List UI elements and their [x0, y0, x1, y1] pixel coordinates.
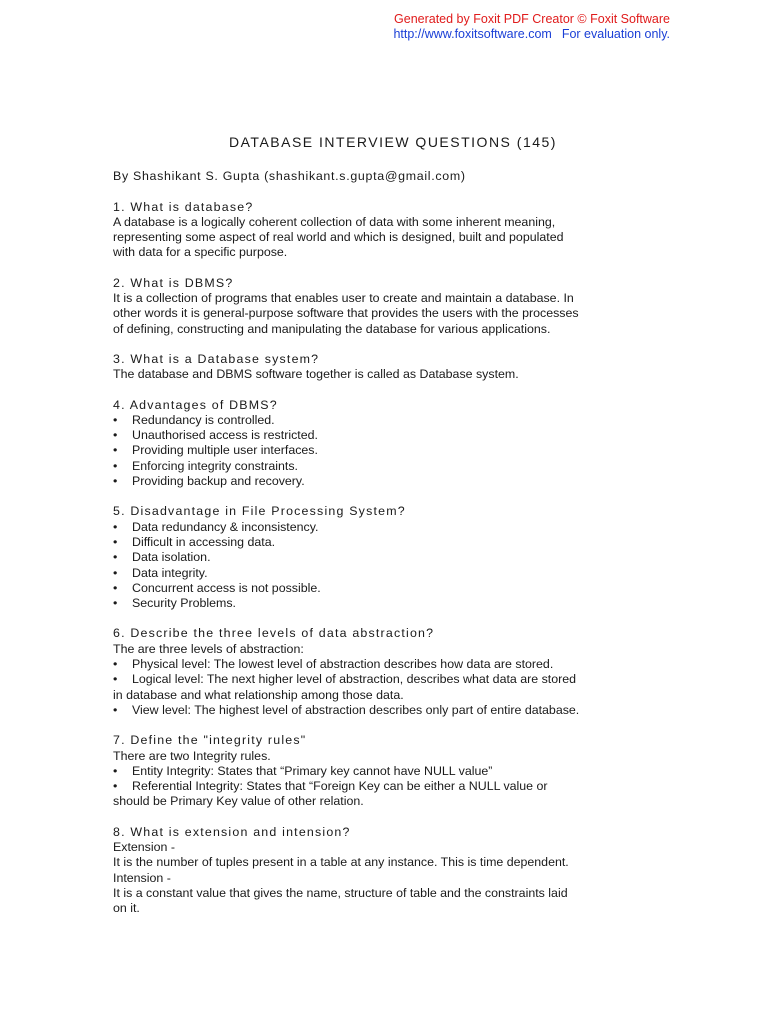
- answer-line: should be Primary Key value of other relation.: [113, 794, 364, 809]
- question-heading: 7. Define the "integrity rules": [113, 733, 307, 748]
- answer-line: It is a constant value that gives the name, structure of table and the constraints laid: [113, 885, 568, 900]
- answer-line: A database is a logically coherent collection of data with some inherent meaning,: [113, 214, 556, 229]
- watermark-text: Generated by Foxit PDF Creator © Foxit Software: [394, 12, 670, 26]
- bullet-item: • Data redundancy & inconsistency.: [113, 520, 673, 535]
- watermark-evaluation-note: For evaluation only.: [561, 27, 670, 41]
- document-title: DATABASE INTERVIEW QUESTIONS (145): [229, 134, 557, 150]
- question-list: [113, 200, 673, 612]
- question-section-1: [113, 200, 673, 261]
- bullet-item: • Providing multiple user interfaces.: [113, 443, 673, 458]
- question-heading: 8. What is extension and intension?: [113, 824, 351, 839]
- answer-line: It is the number of tuples present in a table at any instance. This is time dependent.: [113, 855, 569, 870]
- question-heading: 1. What is database?: [113, 199, 254, 214]
- question-section-8: [113, 825, 673, 917]
- bullet-item: • Concurrent access is not possible.: [113, 581, 673, 596]
- bullet-item: • View level: The highest level of abstraction describes only part of entire database.: [113, 703, 673, 718]
- bullet-item: • Redundancy is controlled.: [113, 413, 673, 428]
- answer-line: other words it is general-purpose software that provides the users with the processes: [113, 306, 579, 321]
- answer-line: on it.: [113, 901, 140, 916]
- answer-line: with data for a specific purpose.: [113, 245, 288, 260]
- question-heading: 3. What is a Database system?: [113, 351, 320, 366]
- watermark-url-line: [393, 27, 670, 42]
- foxit-watermark: [393, 12, 670, 42]
- question-heading: 5. Disadvantage in File Processing System?: [113, 504, 406, 519]
- bullet-item: • Data isolation.: [113, 550, 673, 565]
- answer-line: The are three levels of abstraction:: [113, 641, 304, 656]
- bullet-item: • Data integrity.: [113, 566, 673, 581]
- answer-line: of defining, constructing and manipulating the database for various applications.: [113, 321, 551, 336]
- bullet-item: • Entity Integrity: States that “Primary key cannot have NULL value”: [113, 764, 673, 779]
- bullet-item: • Referential Integrity: States that “Foreign Key can be either a NULL value or: [113, 779, 673, 794]
- question-heading: 2. What is DBMS?: [113, 275, 234, 290]
- bullet-item: • Providing backup and recovery.: [113, 474, 673, 489]
- answer-line: It is a collection of programs that enables user to create and maintain a database. In: [113, 291, 574, 306]
- bullet-item: • Physical level: The lowest level of abstraction describes how data are stored.: [113, 657, 673, 672]
- question-section-4: [113, 398, 673, 490]
- answer-line: There are two Integrity rules.: [113, 748, 271, 763]
- question-section-5: [113, 504, 673, 611]
- answer-line: Intension -: [113, 870, 171, 885]
- question-section-6: [113, 626, 673, 718]
- answer-line: The database and DBMS software together is called as Database system.: [113, 367, 519, 382]
- answer-line: representing some aspect of real world and which is designed, built and populated: [113, 230, 564, 245]
- bullet-item: • Difficult in accessing data.: [113, 535, 673, 550]
- question-heading: 6. Describe the three levels of data abstraction?: [113, 626, 435, 641]
- question-section-7: [113, 733, 673, 809]
- watermark-url-link[interactable]: http://www.foxitsoftware.com: [393, 27, 552, 41]
- question-section-2: [113, 276, 673, 337]
- bullet-item: • Unauthorised access is restricted.: [113, 428, 673, 443]
- bullet-item: • Enforcing integrity constraints.: [113, 459, 673, 474]
- bullet-item: • Security Problems.: [113, 596, 673, 611]
- author-line: By Shashikant S. Gupta (shashikant.s.gupta@gmail.com): [113, 169, 466, 184]
- document-page: [113, 135, 673, 931]
- answer-line: in database and what relationship among those data.: [113, 687, 404, 702]
- question-heading: 4. Advantages of DBMS?: [113, 397, 278, 412]
- question-section-3: [113, 352, 673, 383]
- bullet-item: • Logical level: The next higher level of abstraction, describes what data are stored: [113, 672, 673, 687]
- answer-line: Extension -: [113, 839, 175, 854]
